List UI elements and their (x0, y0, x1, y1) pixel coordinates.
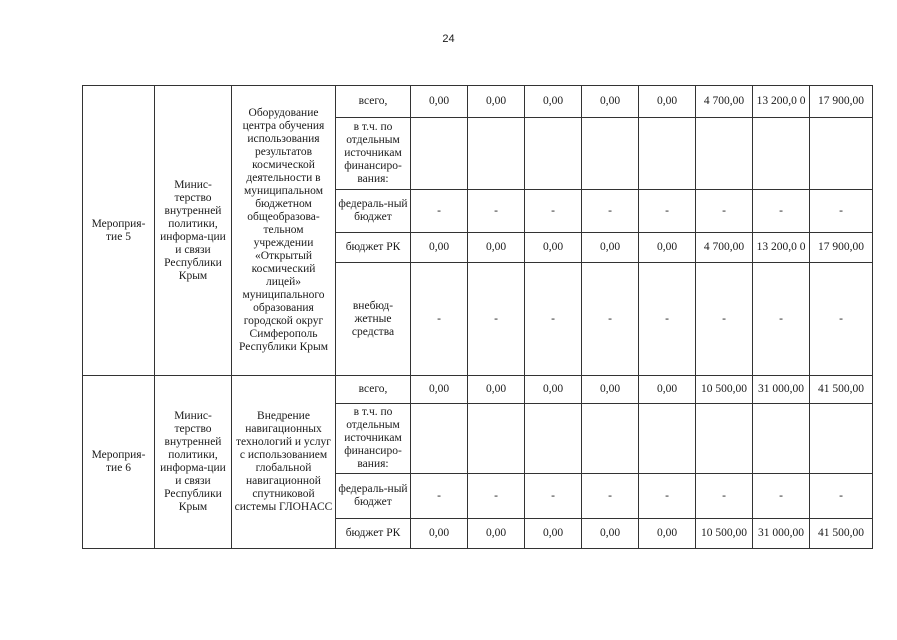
value-cell: 0,00 (525, 233, 582, 263)
value-cell: 31 000,00 (753, 376, 810, 404)
value-cell: 10 500,00 (696, 376, 753, 404)
value-cell: - (639, 190, 696, 233)
value-cell (810, 404, 873, 474)
value-cell (525, 118, 582, 190)
value-cell: 17 900,00 (810, 233, 873, 263)
source-cell: бюджет РК (336, 233, 411, 263)
value-cell (525, 404, 582, 474)
value-cell: - (411, 263, 468, 376)
source-cell: внебюд-жетные средства (336, 263, 411, 376)
value-cell: 0,00 (411, 519, 468, 549)
value-cell: 0,00 (468, 519, 525, 549)
value-cell: - (753, 474, 810, 519)
value-cell: 0,00 (468, 376, 525, 404)
value-cell: 0,00 (468, 233, 525, 263)
description-cell: Внедрение навигационных технологий и услуг с использованием глобальной навигационной спутниковой системы ГЛОНАСС (232, 376, 336, 549)
value-cell: - (582, 474, 639, 519)
value-cell (639, 118, 696, 190)
value-cell (810, 118, 873, 190)
source-cell: федераль-ный бюджет (336, 190, 411, 233)
value-cell: 0,00 (468, 86, 525, 118)
value-cell: - (582, 190, 639, 233)
value-cell: 0,00 (525, 86, 582, 118)
event-name-cell: Мероприя-тие 5 (83, 86, 155, 376)
value-cell: 4 700,00 (696, 233, 753, 263)
source-cell: федераль-ный бюджет (336, 474, 411, 519)
table-row (83, 376, 873, 404)
value-cell: - (525, 474, 582, 519)
event-name-cell: Мероприя-тие 6 (83, 376, 155, 549)
table-row (83, 86, 873, 118)
source-cell: всего, (336, 86, 411, 118)
value-cell: - (753, 263, 810, 376)
value-cell: - (411, 474, 468, 519)
value-cell: - (810, 190, 873, 233)
value-cell: - (582, 263, 639, 376)
value-cell: 41 500,00 (810, 519, 873, 549)
value-cell: 0,00 (582, 233, 639, 263)
source-cell: в т.ч. по отдельным источникам финансиро-вания: (336, 118, 411, 190)
value-cell: 13 200,0 0 (753, 86, 810, 118)
value-cell: - (810, 474, 873, 519)
value-cell: 0,00 (411, 86, 468, 118)
value-cell: - (696, 474, 753, 519)
value-cell (753, 404, 810, 474)
value-cell: - (525, 263, 582, 376)
value-cell: - (639, 474, 696, 519)
value-cell: - (753, 190, 810, 233)
value-cell (582, 118, 639, 190)
value-cell: - (639, 263, 696, 376)
value-cell: 0,00 (639, 86, 696, 118)
value-cell (753, 118, 810, 190)
value-cell: 0,00 (582, 519, 639, 549)
source-cell: в т.ч. по отдельным источникам финансиро-вания: (336, 404, 411, 474)
value-cell: 17 900,00 (810, 86, 873, 118)
value-cell (696, 118, 753, 190)
budget-table (82, 85, 873, 549)
value-cell: 0,00 (639, 519, 696, 549)
value-cell: - (696, 190, 753, 233)
value-cell: 10 500,00 (696, 519, 753, 549)
value-cell (468, 118, 525, 190)
value-cell: 0,00 (639, 376, 696, 404)
value-cell: 0,00 (411, 233, 468, 263)
value-cell (639, 404, 696, 474)
ministry-cell: Минис-терство внутренней политики, информа-ции и связи Республики Крым (155, 376, 232, 549)
value-cell: - (468, 190, 525, 233)
value-cell: - (696, 263, 753, 376)
value-cell (411, 404, 468, 474)
value-cell (411, 118, 468, 190)
value-cell (582, 404, 639, 474)
value-cell: 0,00 (582, 86, 639, 118)
value-cell (468, 404, 525, 474)
description-cell: Оборудование центра обучения использования результатов космической деятельности в муниципальном бюджетном общеобразова-тельном учреждении «Открытый космический лицей» муниципального образования городской округ Симферополь Республики Крым (232, 86, 336, 376)
value-cell: 4 700,00 (696, 86, 753, 118)
source-cell: бюджет РК (336, 519, 411, 549)
value-cell: - (525, 190, 582, 233)
value-cell: - (468, 474, 525, 519)
page-number: 24 (442, 33, 455, 45)
value-cell: 0,00 (639, 233, 696, 263)
value-cell: - (810, 263, 873, 376)
value-cell: 41 500,00 (810, 376, 873, 404)
value-cell: - (411, 190, 468, 233)
value-cell: 31 000,00 (753, 519, 810, 549)
ministry-cell: Минис-терство внутренней политики, информа-ции и связи Республики Крым (155, 86, 232, 376)
value-cell: - (468, 263, 525, 376)
source-cell: всего, (336, 376, 411, 404)
value-cell: 0,00 (525, 376, 582, 404)
value-cell: 0,00 (411, 376, 468, 404)
value-cell (696, 404, 753, 474)
value-cell: 0,00 (525, 519, 582, 549)
value-cell: 0,00 (582, 376, 639, 404)
value-cell: 13 200,0 0 (753, 233, 810, 263)
